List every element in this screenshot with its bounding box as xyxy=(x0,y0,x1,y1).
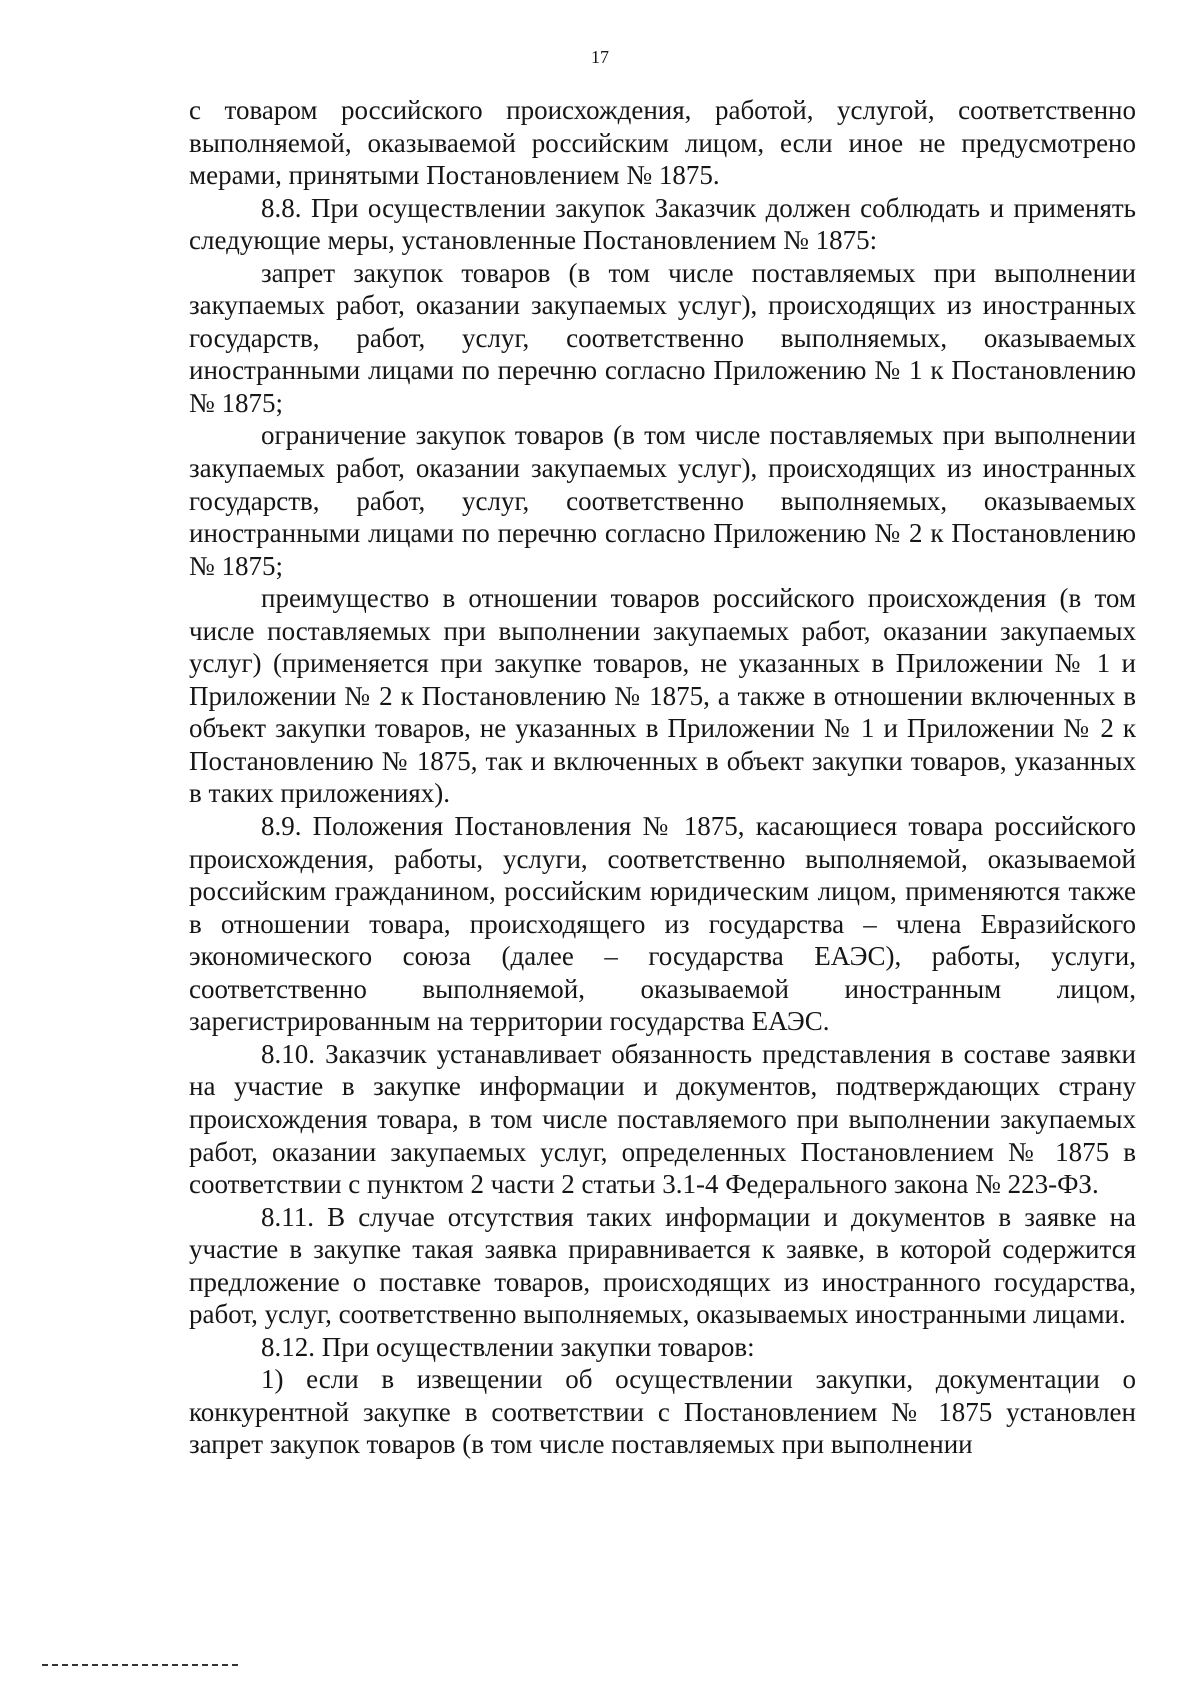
paragraph-8-8: 8.8. При осуществлении закупок Заказчик должен соблюдать и применять следующие меры, установленные Постановлением № 1875: xyxy=(189,192,1136,256)
document-body xyxy=(189,94,1136,1461)
footer-divider xyxy=(42,1664,238,1666)
paragraph-8-12: 8.12. При осуществлении закупки товаров: xyxy=(261,1331,755,1362)
paragraph-8-10: 8.10. Заказчик устанавливает обязанность представления в составе заявки на участие в закупке информации и документов, подтверждающих страну происхождения товара, в том числе поставляемого при выполнении закупаемых работ, оказании закупаемых услуг, определенных Постановлением № 1875 в соответствии с пунктом 2 части 2 статьи 3.1-4 Федерального закона № 223-ФЗ. xyxy=(189,1038,1136,1200)
paragraph-continuation: с товаром российского происхождения, работой, услугой, соответственно выполняемой, оказываемой российским лицом, если иное не предусмотрено мерами, принятыми Постановлением № 1875. xyxy=(189,95,1136,191)
paragraph-preference: преимущество в отношении товаров российского происхождения (в том числе поставляемых при выполнении закупаемых работ, оказании закупаемых услуг) (применяется при закупке товаров, не указанных в Приложении № 1 и Приложении № 2 к Постановлению № 1875, а также в отношении включенных в объект закупки товаров, не указанных в Приложении № 1 и Приложении № 2 к Постановлению № 1875, так и включенных в объект закупки товаров, указанных в таких приложениях). xyxy=(189,583,1136,809)
paragraph-8-12-item-1: 1) если в извещении об осуществлении закупки, документации о конкурентной закупке в соответствии с Постановлением № 1875 установлен запрет закупок товаров (в том числе поставляемых при выполнении xyxy=(189,1364,1136,1460)
paragraph-8-9: 8.9. Положения Постановления № 1875, касающиеся товара российского происхождения, работы, услуги, соответственно выполняемой, оказываемой российским гражданином, российским юридическим лицом, применяются также в отношении товара, происходящего из государства – члена Евразийского экономического союза (далее – государства ЕАЭС), работы, услуги, соответственно выполняемой, оказываемой иностранным лицом, зарегистрированным на территории государства ЕАЭС. xyxy=(189,811,1136,1037)
page-number: 17 xyxy=(591,47,609,67)
paragraph-ban-list: запрет закупок товаров (в том числе поставляемых при выполнении закупаемых работ, оказании закупаемых услуг), происходящих из иностранных государств, работ, услуг, соответственно выполняемых, оказываемых иностранными лицами по перечню согласно Приложению № 1 к Постановлению № 1875; xyxy=(189,257,1136,418)
paragraph-restriction-list: ограничение закупок товаров (в том числе поставляемых при выполнении закупаемых работ, оказании закупаемых услуг), происходящих из иностранных государств, работ, услуг, соответственно выполняемых, оказываемых иностранными лицами по перечню согласно Приложению № 2 к Постановлению № 1875; xyxy=(189,420,1136,581)
paragraph-8-11: 8.11. В случае отсутствия таких информации и документов в заявке на участие в закупке такая заявка приравнивается к заявке, в которой содержится предложение о поставке товаров, происходящих из иностранного государства, работ, услуг, соответственно выполняемых, оказываемых иностранными лицами. xyxy=(189,1201,1136,1330)
